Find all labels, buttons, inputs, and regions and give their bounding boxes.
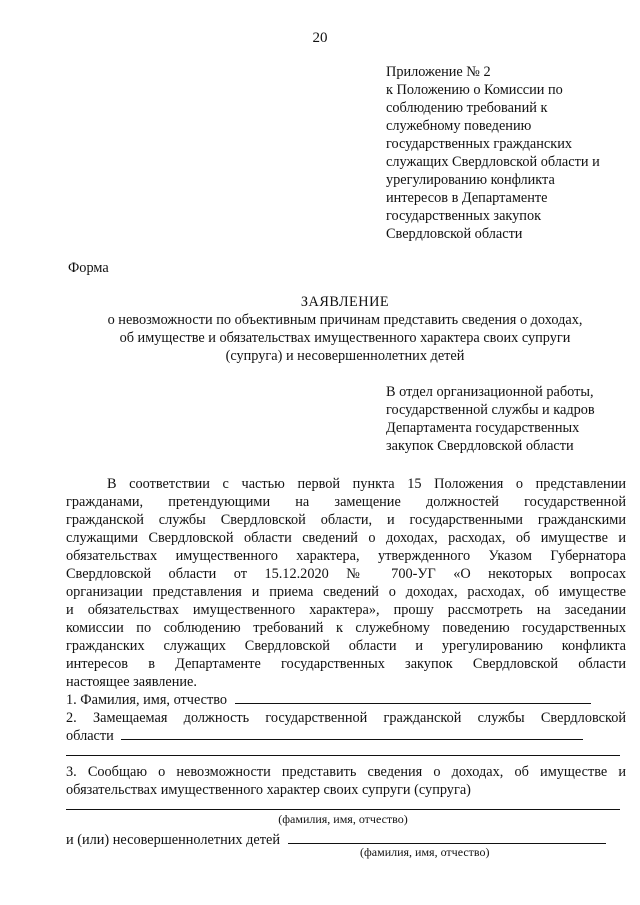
appendix-line: Свердловской области (386, 226, 523, 242)
field-position-label: 2. Замещаемая должность государственной гражданской службы Свердловской (66, 710, 626, 726)
spouse-caption: (фамилия, имя, отчество) (278, 812, 408, 826)
field-children-label: и (или) несовершеннолетних детей (66, 832, 280, 848)
addressee-line: В отдел организационной работы, (386, 384, 594, 400)
body-line: обязательствах имущественного характера, утвержденного Указом Губернатора (66, 548, 626, 564)
body-line: гражданской службы Свердловской области, и государственными гражданскими (66, 512, 626, 528)
addressee-line: закупок Свердловской области (386, 438, 574, 454)
body-line: Свердловской области от 15.12.2020 № 700-УГ «О некоторых вопросах (66, 566, 626, 582)
body-line: служащими Свердловской области сведений о доходах, расходах, об имуществе и (66, 530, 626, 546)
children-caption: (фамилия, имя, отчество) (360, 845, 490, 859)
appendix-line: Приложение № 2 (386, 64, 491, 80)
addressee-block (386, 383, 636, 455)
spouse-fill-line[interactable] (66, 809, 620, 810)
document-title-block (60, 293, 630, 365)
appendix-line: служащих Свердловской области и (386, 154, 600, 170)
body-line: В соответствии с частью первой пункта 15 Положения о представлении (107, 476, 626, 492)
body-line: гражданских служащих Свердловской области и урегулированию конфликта (66, 638, 626, 654)
title-line: об имуществе и обязательствах имущественного характера своих супруги (119, 330, 571, 346)
body-line: гражданами, претендующими на замещение должностей государственной (66, 494, 626, 510)
appendix-line: служебному поведению (386, 118, 532, 134)
appendix-line: урегулированию конфликта (386, 172, 555, 188)
appendix-line: к Положению о Комиссии по (386, 82, 563, 98)
body-line: комиссии по соблюдению требований к служебному поведению государственных (66, 620, 626, 636)
appendix-line: государственных закупок (386, 208, 542, 224)
field-full-name-label: 1. Фамилия, имя, отчество (66, 692, 228, 708)
field-position-label-cont: области (66, 728, 114, 744)
body-line: организации представления и приема сведений о доходах, расходах, об имуществе (66, 584, 626, 600)
field-spouse-label: 3. Сообщаю о невозможности представить сведения о доходах, об имуществе и (66, 764, 626, 780)
full-name-fill-line[interactable] (235, 691, 591, 704)
body-line: и обязательствах имущественного характера», прошу рассмотреть на заседании (66, 602, 626, 618)
field-children (66, 831, 626, 849)
children-fill-line[interactable] (288, 831, 606, 844)
field-full-name (66, 691, 626, 709)
position-fill-line[interactable] (121, 727, 583, 740)
position-fill-line-2[interactable] (66, 755, 620, 756)
addressee-line: государственной службы и кадров (386, 402, 595, 418)
field-position (66, 727, 626, 745)
appendix-header (386, 63, 636, 243)
page-number: 20 (312, 30, 328, 46)
document-title: ЗАЯВЛЕНИЕ (300, 294, 390, 310)
addressee-line: Департамента государственных (386, 420, 580, 436)
form-label: Форма (68, 260, 109, 276)
field-spouse-label-cont: обязательствах имущественного характер своих супруги (супруга) (66, 782, 471, 798)
body-line: интересов в Департаменте государственных закупок Свердловской области (66, 656, 626, 672)
appendix-line: соблюдению требований к (386, 100, 548, 116)
body-line: настоящее заявление. (66, 674, 197, 690)
statement-body (66, 475, 626, 691)
appendix-line: интересов в Департаменте (386, 190, 548, 206)
title-line: о невозможности по объективным причинам представить сведения о доходах, (107, 312, 583, 328)
appendix-line: государственных гражданских (386, 136, 573, 152)
title-line: (супруга) и несовершеннолетних детей (225, 348, 465, 364)
